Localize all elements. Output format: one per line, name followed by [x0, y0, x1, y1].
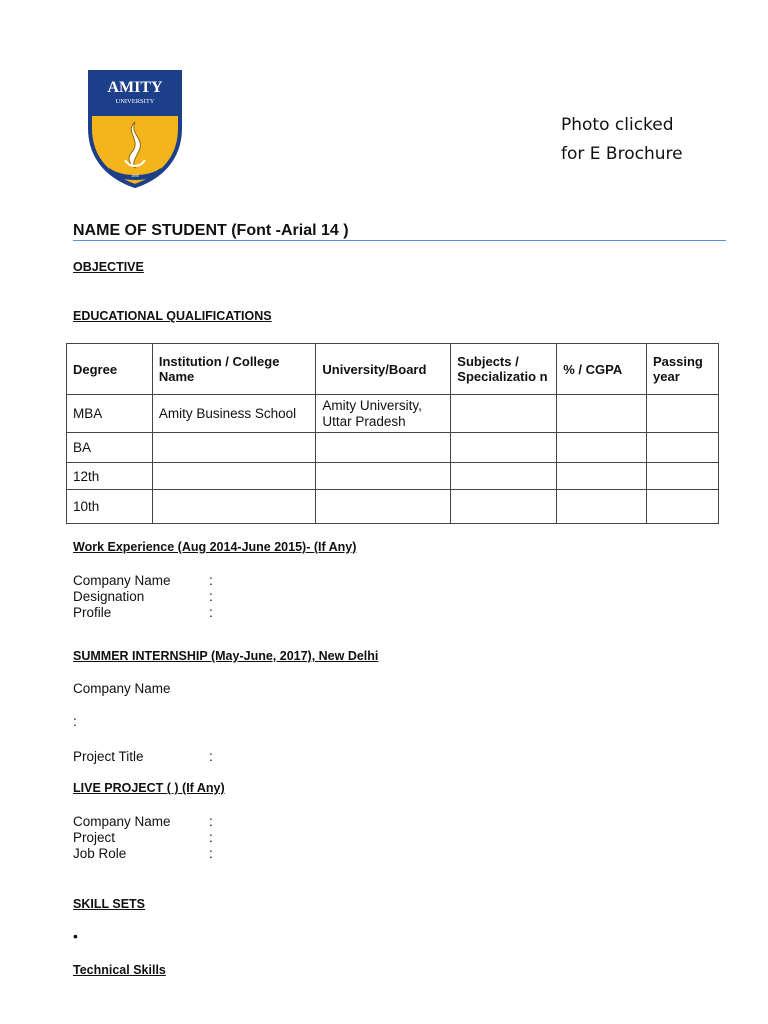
separator: :: [209, 589, 213, 604]
table-cell: [451, 490, 557, 524]
photo-note-line1: Photo clicked: [561, 115, 674, 135]
table-row: [67, 490, 719, 524]
education-heading: EDUCATIONAL QUALIFICATIONS: [73, 309, 272, 323]
education-table-header: [67, 344, 719, 395]
internship-company-label: Company Name: [73, 681, 171, 696]
header-degree: Degree: [67, 344, 153, 395]
technical-skills-heading: Technical Skills: [73, 963, 166, 977]
objective-heading: OBJECTIVE: [73, 260, 144, 274]
table-cell: BA: [67, 433, 153, 463]
work-designation-row: [73, 589, 213, 605]
live-role-row: [73, 846, 213, 862]
name-underline-rule: [73, 240, 726, 241]
separator: :: [209, 846, 213, 861]
internship-project-label: Project Title: [73, 749, 144, 764]
work-designation-label: Designation: [73, 589, 145, 604]
logo-name: AMITY: [107, 79, 163, 96]
table-cell: [316, 490, 451, 524]
live-project-heading: LIVE PROJECT ( ) (If Any): [73, 781, 225, 795]
live-company-row: [73, 814, 213, 830]
table-cell: [451, 395, 557, 433]
table-cell: [316, 463, 451, 490]
table-cell: [152, 463, 316, 490]
header-cgpa: % / CGPA: [557, 344, 647, 395]
header-passing-year: Passing year: [647, 344, 719, 395]
live-project-row: [73, 830, 213, 846]
education-table: [66, 343, 719, 524]
table-cell: [557, 395, 647, 433]
table-cell: [557, 490, 647, 524]
table-row: [67, 463, 719, 490]
table-row: [67, 433, 719, 463]
logo-subtitle: UNIVERSITY: [115, 98, 155, 105]
live-project-label: Project: [73, 830, 116, 845]
separator: :: [209, 605, 213, 620]
table-cell: 12th: [67, 463, 153, 490]
table-cell: [451, 463, 557, 490]
live-role-label: Job Role: [73, 846, 127, 861]
header-university: University/Board: [316, 344, 451, 395]
separator: :: [209, 573, 213, 588]
internship-project-row: [73, 749, 213, 765]
table-cell: [557, 433, 647, 463]
photo-note: [561, 111, 683, 169]
header-subjects: Subjects / Specializatio n: [451, 344, 557, 395]
table-cell: [451, 433, 557, 463]
table-cell: [647, 490, 719, 524]
work-experience-heading: Work Experience (Aug 2014-June 2015)- (If Any): [73, 540, 357, 554]
table-cell: [557, 463, 647, 490]
internship-heading: SUMMER INTERNSHIP (May-June, 2017), New Delhi: [73, 649, 379, 663]
work-company-label: Company Name: [73, 573, 171, 588]
work-profile-label: Profile: [73, 605, 112, 620]
skill-sets-heading: SKILL SETS: [73, 897, 146, 911]
live-project-details: [73, 814, 213, 862]
table-cell: 10th: [67, 490, 153, 524]
table-cell: [647, 433, 719, 463]
skill-bullet: •: [73, 928, 78, 944]
work-company-row: [73, 573, 213, 589]
table-row: [67, 395, 719, 433]
separator: :: [209, 749, 213, 764]
photo-note-line2: for E Brochure: [561, 144, 683, 164]
separator: :: [209, 814, 213, 829]
table-cell: [152, 490, 316, 524]
table-cell: [647, 395, 719, 433]
separator: :: [209, 830, 213, 845]
table-cell: Amity University, Uttar Pradesh: [316, 395, 451, 433]
header-institution: Institution / College Name: [152, 344, 316, 395]
amity-logo: [80, 66, 190, 192]
table-cell: [647, 463, 719, 490]
table-cell: Amity Business School: [152, 395, 316, 433]
live-company-label: Company Name: [73, 814, 171, 829]
work-profile-row: [73, 605, 213, 621]
table-cell: [316, 433, 451, 463]
table-cell: [152, 433, 316, 463]
internship-colon: :: [73, 714, 77, 729]
table-cell: MBA: [67, 395, 153, 433]
logo-year: 1995: [131, 174, 139, 178]
work-details: [73, 573, 213, 621]
student-name-heading: NAME OF STUDENT (Font -Arial 14 ): [73, 222, 349, 239]
